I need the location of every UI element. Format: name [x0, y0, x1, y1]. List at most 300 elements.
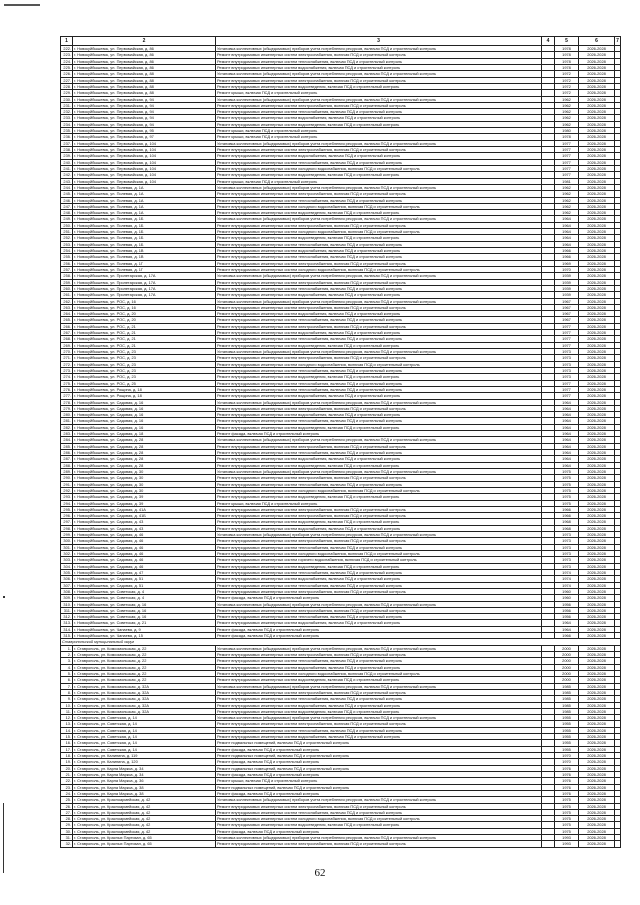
work-type-cell: Ремонт внутридомовых инженерных систем электроснабжения, включая ПСД и строительный контроль — [216, 803, 542, 809]
row-number: 223. — [61, 52, 73, 58]
row-number: 313. — [61, 620, 73, 626]
row-number: 244. — [61, 184, 73, 190]
planned-period-cell: 2026-2028 — [579, 418, 615, 424]
row-number: 273. — [61, 367, 73, 373]
address-cell: г. Ставрополь, ул. Комсомольская, д. 32А — [73, 696, 216, 702]
commission-year-cell: 1985 — [555, 683, 579, 689]
work-type-cell: Ремонт внутридомовых инженерных систем электроснабжения, включая ПСД и строительный контроль — [216, 652, 542, 658]
planned-period-cell: 2026-2028 — [579, 835, 615, 841]
address-cell: г. Ставрополь, ул. Комсомольская, д. 22 — [73, 658, 216, 664]
address-cell: г. Новокуйбышевск, ул. Полевая, д. 1А — [73, 203, 216, 209]
row-number: 14. — [61, 727, 73, 733]
planned-period-cell: 2026-2028 — [579, 588, 615, 594]
row-number: 297. — [61, 519, 73, 525]
work-type-cell: Ремонт фасада, включая ПСД и строительный контроль — [216, 759, 542, 765]
work-type-cell: Ремонт внутридомовых инженерных систем водоотведения, включая ПСД и строительный контроль — [216, 210, 542, 216]
row-number: 295. — [61, 506, 73, 512]
commission-year-cell: 1977 — [555, 393, 579, 399]
work-type-cell: Ремонт внутридомовых инженерных систем теплоснабжения, включая ПСД и строительный контроль — [216, 367, 542, 373]
planned-period-cell: 2026-2028 — [579, 248, 615, 254]
address-cell: г. Новокуйбышевск, ул. Садовая, д. 43 — [73, 525, 216, 531]
commission-year-cell: 1955 — [555, 721, 579, 727]
commission-year-cell: 1964 — [555, 412, 579, 418]
address-cell: г. Новокуйбышевск, ул. Полевая, д. 1Б — [73, 241, 216, 247]
address-cell: г. Новокуйбышевск, ул. РОС, д. 20 — [73, 311, 216, 317]
address-cell: г. Ставрополь, ул. Советская, д. 14 — [73, 721, 216, 727]
commission-year-cell: 1966 — [555, 633, 579, 639]
row-number: 310. — [61, 601, 73, 607]
planned-period-cell: 2026-2028 — [579, 759, 615, 765]
address-cell: г. Ставрополь, ул. Комсомольская, д. 22 — [73, 670, 216, 676]
planned-period-cell: 2026-2028 — [579, 595, 615, 601]
work-type-cell: Ремонт внутридомовых инженерных систем электроснабжения, включая ПСД и строительный контроль — [216, 506, 542, 512]
row-number: 303. — [61, 557, 73, 563]
empty-cell — [542, 841, 555, 847]
row-number: 226. — [61, 71, 73, 77]
address-cell: г. Новокуйбышевск, ул. Полевая, д. 1А — [73, 191, 216, 197]
planned-period-cell: 2026-2028 — [579, 102, 615, 108]
planned-period-cell: 2026-2028 — [579, 513, 615, 519]
address-cell: г. Ставрополь, ул. Комсомольская, д. 32А — [73, 689, 216, 695]
row-number: 298. — [61, 525, 73, 531]
row-number: 7. — [61, 683, 73, 689]
work-type-cell: Ремонт внутридомовых инженерных систем теплоснабжения, включая ПСД и строительный контроль — [216, 544, 542, 550]
row-number: 308. — [61, 588, 73, 594]
column-header: 3 — [216, 37, 542, 46]
commission-year-cell: 1964 — [555, 241, 579, 247]
planned-period-cell: 2026-2028 — [579, 140, 615, 146]
planned-period-cell: 2026-2028 — [579, 734, 615, 740]
address-cell: г. Новокуйбышевск, ул. Рощина, д. 18 — [73, 386, 216, 392]
row-number: 285. — [61, 443, 73, 449]
work-type-cell: Установка коллективных (общедомовых) приборов учета потребления ресурсов, включая ПСД и строительный контроль — [216, 273, 542, 279]
work-type-cell: Ремонт фасада, включая ПСД и строительный контроль — [216, 828, 542, 834]
work-type-cell: Ремонт внутридомовых инженерных систем электроснабжения, включая ПСД и строительный контроль — [216, 689, 542, 695]
row-number: 12. — [61, 715, 73, 721]
planned-period-cell: 2026-2028 — [579, 323, 615, 329]
row-number: 299. — [61, 532, 73, 538]
commission-year-cell: 2000 — [555, 645, 579, 651]
work-type-cell: Ремонт фасада, включая ПСД и строительный контроль — [216, 771, 542, 777]
commission-year-cell: 1975 — [555, 828, 579, 834]
commission-year-cell: 1964 — [555, 418, 579, 424]
work-type-cell: Ремонт внутридомовых инженерных систем водоотведения, включая ПСД и строительный контроль — [216, 83, 542, 89]
work-type-cell: Ремонт внутридомовых инженерных систем теплоснабжения, включая ПСД и строительный контроль — [216, 109, 542, 115]
planned-period-cell: 2026-2028 — [579, 525, 615, 531]
address-cell: г. Ставрополь, ул. Красноармейская, д. 42 — [73, 809, 216, 815]
planned-period-cell: 2026-2028 — [579, 746, 615, 752]
address-cell: г. Новокуйбышевск, ул. Полевая, д. 1Г — [73, 266, 216, 272]
row-number: 274. — [61, 374, 73, 380]
work-type-cell: Ремонт внутридомовых инженерных систем водоснабжения, включая ПСД и строительный контроль — [216, 702, 542, 708]
address-cell: г. Новокуйбышевск, ул. Первомайская, д. 104 — [73, 159, 216, 165]
commission-year-cell: 1962 — [555, 96, 579, 102]
commission-year-cell: 1975 — [555, 468, 579, 474]
commission-year-cell: 1964 — [555, 437, 579, 443]
row-number: 245. — [61, 191, 73, 197]
address-cell: г. Ставрополь, ул. Красноармейская, д. 42 — [73, 803, 216, 809]
work-type-cell: Ремонт крыши, включая ПСД и строительный контроль — [216, 500, 542, 506]
work-type-cell: Установка коллективных (общедомовых) приборов учета потребления ресурсов, включая ПСД и строительный контроль — [216, 532, 542, 538]
address-cell: г. Новокуйбышевск, ул. Садовая, д. 39 — [73, 494, 216, 500]
address-cell: г. Ставрополь, ул. Красноармейская, д. 42 — [73, 822, 216, 828]
address-cell: г. Новокуйбышевск, ул. РОС, д. 23 — [73, 361, 216, 367]
work-type-cell: Ремонт внутридомовых инженерных систем водоотведения, включая ПСД и строительный контроль — [216, 342, 542, 348]
address-cell: г. Новокуйбышевск, ул. Садовая, д. 28 — [73, 443, 216, 449]
planned-period-cell: 2026-2028 — [579, 551, 615, 557]
address-cell: г. Новокуйбышевск, ул. Советская, д. 21 — [73, 620, 216, 626]
work-type-cell: Ремонт внутридомовых инженерных систем электроснабжения, включая ПСД и строительный контроль — [216, 538, 542, 544]
address-cell: г. Новокуйбышевск, ул. Полевая, д. 1А — [73, 210, 216, 216]
row-number: 238. — [61, 147, 73, 153]
work-type-cell: Ремонт внутридомовых инженерных систем водоотведения, включая ПСД и строительный контроль — [216, 677, 542, 683]
commission-year-cell: 1939 — [555, 279, 579, 285]
address-cell: г. Новокуйбышевск, ул. Садовая, д. 16 — [73, 424, 216, 430]
commission-year-cell: 1985 — [555, 696, 579, 702]
commission-year-cell: 1967 — [555, 317, 579, 323]
row-number: 15. — [61, 734, 73, 740]
planned-period-cell: 2026-2028 — [579, 506, 615, 512]
row-number: 287. — [61, 456, 73, 462]
work-type-cell: Ремонт внутридомовых инженерных систем водоснабжения, включая ПСД и строительный контроль — [216, 576, 542, 582]
work-type-cell: Ремонт внутридомовых инженерных систем теплоснабжения, включая ПСД и строительный контроль — [216, 380, 542, 386]
planned-period-cell: 2026-2028 — [579, 273, 615, 279]
work-type-cell: Ремонт внутридомовых инженерных систем электроснабжения, включая ПСД и строительный контроль — [216, 304, 542, 310]
row-number: 275. — [61, 380, 73, 386]
work-type-cell: Ремонт внутридомовых инженерных систем теплоснабжения, включая ПСД и строительный контроль — [216, 450, 542, 456]
address-cell: г. Новокуйбышевск, ул. РОС, д. 16 — [73, 298, 216, 304]
work-type-cell: Ремонт внутридомовых инженерных систем водоотведения, включая ПСД и строительный контроль — [216, 494, 542, 500]
work-type-cell: Ремонт фасада, включая ПСД и строительный контроль — [216, 633, 542, 639]
commission-year-cell: 1977 — [555, 342, 579, 348]
commission-year-cell: 1964 — [555, 235, 579, 241]
planned-period-cell: 2026-2028 — [579, 544, 615, 550]
commission-year-cell: 1964 — [555, 229, 579, 235]
row-number: 240. — [61, 159, 73, 165]
commission-year-cell: 1972 — [555, 71, 579, 77]
address-cell: г. Новокуйбышевск, ул. Садовая, д. 46 — [73, 532, 216, 538]
row-number: 253. — [61, 241, 73, 247]
work-type-cell: Ремонт внутридомовых инженерных систем водоснабжения, включая ПСД и строительный контроль — [216, 412, 542, 418]
planned-period-cell: 2026-2028 — [579, 689, 615, 695]
commission-year-cell: 1985 — [555, 689, 579, 695]
work-type-cell: Ремонт внутридомовых инженерных систем электроснабжения, включая ПСД и строительный контроль — [216, 355, 542, 361]
row-number: 277. — [61, 393, 73, 399]
address-cell: г. Новокуйбышевск, ул. Первомайская, д. 97 — [73, 134, 216, 140]
address-cell: г. Новокуйбышевск, ул. Садовая, д. 47 — [73, 569, 216, 575]
work-type-cell: Установка коллективных (общедомовых) приборов учета потребления ресурсов, включая ПСД и строительный контроль — [216, 298, 542, 304]
planned-period-cell: 2026-2028 — [579, 304, 615, 310]
address-cell: г. Новокуйбышевск, ул. Садовая, д. 30 — [73, 468, 216, 474]
work-type-cell: Ремонт внутридомовых инженерных систем холодного водоснабжения, включая ПСД и строительный контроль — [216, 229, 542, 235]
row-number: 224. — [61, 58, 73, 64]
work-type-cell: Ремонт внутридомовых инженерных систем водоотведения, включая ПСД и строительный контроль — [216, 708, 542, 714]
row-number: 225. — [61, 64, 73, 70]
address-cell: г. Новокуйбышевск, ул. РОС, д. 21 — [73, 330, 216, 336]
planned-period-cell: 2026-2028 — [579, 494, 615, 500]
row-number: 28. — [61, 816, 73, 822]
row-number: 246. — [61, 197, 73, 203]
address-cell: г. Новокуйбышевск, ул. Садовая, д. 30 — [73, 487, 216, 493]
work-type-cell: Ремонт внутридомовых инженерных систем электроснабжения, включая ПСД и строительный контроль — [216, 513, 542, 519]
commission-year-cell: 1980 — [555, 128, 579, 134]
work-type-cell: Ремонт внутридомовых инженерных систем электроснабжения, включая ПСД и строительный контроль — [216, 588, 542, 594]
commission-year-cell: 1975 — [555, 797, 579, 803]
planned-period-cell: 2026-2028 — [579, 210, 615, 216]
address-cell: г. Новокуйбышевск, ул. Первомайская, д. 94 — [73, 102, 216, 108]
commission-year-cell: 1970 — [555, 753, 579, 759]
address-cell: г. Новокуйбышевск, ул. Садовая, д. 51 — [73, 576, 216, 582]
address-cell: г. Новокуйбышевск, ул. Первомайская, д. 94 — [73, 96, 216, 102]
address-cell: г. Ставрополь, ул. Красных Партизан, д. 65 — [73, 841, 216, 847]
work-type-cell: Ремонт внутридомовых инженерных систем водоотведения, включая ПСД и строительный контроль — [216, 822, 542, 828]
commission-year-cell: 2000 — [555, 677, 579, 683]
work-type-cell: Ремонт внутридомовых инженерных систем водоснабжения, включая ПСД и строительный контроль — [216, 664, 542, 670]
planned-period-cell: 2026-2028 — [579, 115, 615, 121]
commission-year-cell: 1977 — [555, 165, 579, 171]
address-cell: г. Ставрополь, ул. Карла Маркса, д. 38 — [73, 784, 216, 790]
row-number: 258. — [61, 273, 73, 279]
work-type-cell: Ремонт внутридомовых инженерных систем водоснабжения, включая ПСД и строительный контроль — [216, 248, 542, 254]
commission-year-cell: 1956 — [555, 601, 579, 607]
address-cell: г. Ставрополь, ул. Советская, д. 14 — [73, 740, 216, 746]
planned-period-cell: 2026-2028 — [579, 797, 615, 803]
work-type-cell: Ремонт внутридомовых инженерных систем электроснабжения, включая ПСД и строительный контроль — [216, 102, 542, 108]
scan-edge-mark — [4, 4, 40, 6]
row-number: 271. — [61, 355, 73, 361]
commission-year-cell: 2000 — [555, 652, 579, 658]
row-number: 20. — [61, 765, 73, 771]
commission-year-cell: 1978 — [555, 46, 579, 52]
row-number: 227. — [61, 77, 73, 83]
address-cell: г. Новокуйбышевск, ул. Первомайская, д. 86 — [73, 58, 216, 64]
row-number: 228. — [61, 83, 73, 89]
address-cell: г. Новокуйбышевск, ул. РОС, д. 23 — [73, 349, 216, 355]
commission-year-cell: 1964 — [555, 431, 579, 437]
planned-period-cell: 2026-2028 — [579, 778, 615, 784]
commission-year-cell: 1977 — [555, 330, 579, 336]
address-cell: г. Новокуйбышевск, ул. Советская, д. 16 — [73, 614, 216, 620]
commission-year-cell: 1977 — [555, 159, 579, 165]
work-type-cell: Ремонт внутридомовых инженерных систем электроснабжения, включая ПСД и строительный контроль — [216, 147, 542, 153]
address-cell: г. Новокуйбышевск, ул. Полевая, д. 1Г — [73, 260, 216, 266]
row-number: 286. — [61, 450, 73, 456]
address-cell: г. Новокуйбышевск, ул. РОС, д. 25 — [73, 380, 216, 386]
address-cell: г. Новокуйбышевск, ул. Пролетарская, д. 17А — [73, 292, 216, 298]
planned-period-cell: 2026-2028 — [579, 393, 615, 399]
work-type-cell: Установка коллективных (общедомовых) приборов учета потребления ресурсов, включая ПСД и строительный контроль — [216, 715, 542, 721]
commission-year-cell: 1973 — [555, 551, 579, 557]
work-type-cell: Ремонт внутридомовых инженерных систем теплоснабжения, включая ПСД и строительный контроль — [216, 569, 542, 575]
commission-year-cell: 1978 — [555, 58, 579, 64]
row-number: 278. — [61, 399, 73, 405]
planned-period-cell: 2026-2028 — [579, 412, 615, 418]
planned-period-cell: 2026-2028 — [579, 90, 615, 96]
address-cell: г. Новокуйбышевск, ул. Полевая, д. 1А — [73, 184, 216, 190]
commission-year-cell: 1975 — [555, 487, 579, 493]
work-type-cell: Установка коллективных (общедомовых) приборов учета потребления ресурсов, включая ПСД и строительный контроль — [216, 216, 542, 222]
row-number: 11. — [61, 708, 73, 714]
commission-year-cell: 1962 — [555, 121, 579, 127]
work-type-cell: Установка коллективных (общедомовых) приборов учета потребления ресурсов, включая ПСД и строительный контроль — [216, 71, 542, 77]
work-type-cell: Ремонт внутридомовых инженерных систем теплоснабжения, включая ПСД и строительный контроль — [216, 241, 542, 247]
work-type-cell: Ремонт внутридомовых инженерных систем теплоснабжения, включая ПСД и строительный контроль — [216, 197, 542, 203]
work-type-cell: Ремонт внутридомовых инженерных систем электроснабжения, включая ПСД и строительный контроль — [216, 475, 542, 481]
planned-period-cell: 2026-2028 — [579, 437, 615, 443]
address-cell: г. Новокуйбышевск, ул. Полевая, д. 1В — [73, 248, 216, 254]
address-cell: г. Новокуйбышевск, ул. Садовая, д. 39 — [73, 500, 216, 506]
row-number: 18. — [61, 753, 73, 759]
planned-period-cell: 2026-2028 — [579, 456, 615, 462]
planned-period-cell: 2026-2028 — [579, 178, 615, 184]
row-number: 26. — [61, 803, 73, 809]
work-type-cell: Ремонт внутридомовых инженерных систем теплоснабжения, включая ПСД и строительный контроль — [216, 317, 542, 323]
commission-year-cell: 1975 — [555, 481, 579, 487]
address-cell: г. Новокуйбышевск, ул. РОС, д. 23 — [73, 374, 216, 380]
address-cell: г. Ставрополь, ул. Комсомольская, д. 22 — [73, 677, 216, 683]
address-cell: г. Новокуйбышевск, ул. Садовая, д. 51 — [73, 582, 216, 588]
work-type-cell: Ремонт внутридомовых инженерных систем холодного водоснабжения, включая ПСД и строительный контроль — [216, 670, 542, 676]
commission-year-cell: 1939 — [555, 273, 579, 279]
planned-period-cell: 2026-2028 — [579, 803, 615, 809]
row-number: 29. — [61, 822, 73, 828]
address-cell: г. Новокуйбышевск, ул. Первомайская, д. 86 — [73, 46, 216, 52]
planned-period-cell: 2026-2028 — [579, 784, 615, 790]
row-number: 251. — [61, 229, 73, 235]
address-cell: г. Новокуйбышевск, ул. Первомайская, д. 86 — [73, 64, 216, 70]
planned-period-cell: 2026-2028 — [579, 235, 615, 241]
commission-year-cell: 1962 — [555, 109, 579, 115]
work-type-cell: Ремонт внутридомовых инженерных систем холодного водоснабжения, включая ПСД и строительный контроль — [216, 551, 542, 557]
commission-year-cell: 1964 — [555, 456, 579, 462]
address-cell: г. Новокуйбышевск, ул. Садовая, д. 28 — [73, 450, 216, 456]
work-type-cell: Ремонт внутридомовых инженерных систем электроснабжения, включая ПСД и строительный контроль — [216, 52, 542, 58]
planned-period-cell: 2026-2028 — [579, 52, 615, 58]
row-number: 264. — [61, 311, 73, 317]
planned-period-cell: 2026-2028 — [579, 172, 615, 178]
row-number: 250. — [61, 222, 73, 228]
commission-year-cell: 1985 — [555, 708, 579, 714]
address-cell: г. Новокуйбышевск, ул. РОС, д. 16 — [73, 304, 216, 310]
planned-period-cell: 2026-2028 — [579, 822, 615, 828]
planned-period-cell: 2026-2028 — [579, 292, 615, 298]
work-type-cell: Ремонт внутридомовых инженерных систем теплоснабжения, включая ПСД и строительный контроль — [216, 658, 542, 664]
planned-period-cell: 2026-2028 — [579, 58, 615, 64]
address-cell: г. Новокуйбышевск, ул. Пролетарская, д. 17А — [73, 273, 216, 279]
work-type-cell: Ремонт внутридомовых инженерных систем водоотведения, включая ПСД и строительный контроль — [216, 121, 542, 127]
row-number: 266. — [61, 323, 73, 329]
address-cell: г. Ставрополь, ул. Комсомольская, д. 32А — [73, 708, 216, 714]
planned-period-cell: 2026-2028 — [579, 386, 615, 392]
row-number: 302. — [61, 551, 73, 557]
address-cell: г. Новокуйбышевск, ул. Первомайская, д. 104 — [73, 140, 216, 146]
address-cell: г. Новокуйбышевск, ул. Полевая, д. 1Б — [73, 229, 216, 235]
commission-year-cell: 1968 — [555, 525, 579, 531]
address-cell: г. Ставрополь, ул. Комсомольская, д. 22 — [73, 645, 216, 651]
planned-period-cell: 2026-2028 — [579, 222, 615, 228]
row-number: 239. — [61, 153, 73, 159]
work-type-cell: Ремонт внутридомовых инженерных систем электроснабжения, включая ПСД и строительный контроль — [216, 260, 542, 266]
row-number: 296. — [61, 513, 73, 519]
row-number: 230. — [61, 96, 73, 102]
row-number: 233. — [61, 115, 73, 121]
work-type-cell: Ремонт внутридомовых инженерных систем водоотведения, включая ПСД и строительный контроль — [216, 563, 542, 569]
work-type-cell: Ремонт внутридомовых инженерных систем теплоснабжения, включая ПСД и строительный контроль — [216, 481, 542, 487]
planned-period-cell: 2026-2028 — [579, 405, 615, 411]
work-type-cell: Ремонт внутридомовых инженерных систем холодного водоснабжения, включая ПСД и строительный контроль — [216, 487, 542, 493]
work-type-cell: Ремонт крыши, включая ПСД и строительный контроль — [216, 178, 542, 184]
planned-period-cell: 2026-2028 — [579, 450, 615, 456]
commission-year-cell: 1956 — [555, 607, 579, 613]
row-number: 3. — [61, 658, 73, 664]
planned-period-cell: 2026-2028 — [579, 71, 615, 77]
commission-year-cell: 1973 — [555, 544, 579, 550]
commission-year-cell: 1969 — [555, 260, 579, 266]
row-number: 247. — [61, 203, 73, 209]
planned-period-cell: 2026-2028 — [579, 424, 615, 430]
commission-year-cell: 1977 — [555, 140, 579, 146]
commission-year-cell: 1970 — [555, 266, 579, 272]
row-number: 279. — [61, 405, 73, 411]
planned-period-cell: 2026-2028 — [579, 342, 615, 348]
row-number: 265. — [61, 317, 73, 323]
work-type-cell: Установка коллективных (общедомовых) приборов учета потребления ресурсов, включая ПСД и строительный контроль — [216, 468, 542, 474]
work-type-cell: Ремонт внутридомовых инженерных систем водоснабжения, включая ПСД и строительный контроль — [216, 525, 542, 531]
address-cell: г. Новокуйбышевск, ул. Пролетарская, д. 17А — [73, 279, 216, 285]
row-number: 232. — [61, 109, 73, 115]
commission-year-cell: 1975 — [555, 500, 579, 506]
address-cell: г. Новокуйбышевск, ул. Полевая, д. 1Б — [73, 216, 216, 222]
planned-period-cell: 2026-2028 — [579, 121, 615, 127]
planned-period-cell: 2026-2028 — [579, 557, 615, 563]
work-type-cell: Ремонт внутридомовых инженерных систем электроснабжения, включая ПСД и строительный контроль — [216, 607, 542, 613]
work-type-cell: Установка коллективных (общедомовых) приборов учета потребления ресурсов, включая ПСД и строительный контроль — [216, 96, 542, 102]
work-type-cell: Ремонт внутридомовых инженерных систем электроснабжения, включая ПСД и строительный контроль — [216, 191, 542, 197]
planned-period-cell: 2026-2028 — [579, 753, 615, 759]
address-cell: г. Ставрополь, ул. Красных Партизан, д. 65 — [73, 835, 216, 841]
commission-year-cell: 1976 — [555, 771, 579, 777]
address-cell: г. Ставрополь, ул. Комсомольская, д. 22 — [73, 664, 216, 670]
work-type-cell: Ремонт внутридомовых инженерных систем теплоснабжения, включая ПСД и строительный контроль — [216, 727, 542, 733]
planned-period-cell: 2026-2028 — [579, 197, 615, 203]
work-type-cell: Ремонт внутридомовых инженерных систем водоотведения, включая ПСД и строительный контроль — [216, 424, 542, 430]
margin-binding-mark — [3, 803, 4, 873]
work-type-cell: Ремонт подвальных помещений, включая ПСД и строительный контроль — [216, 765, 542, 771]
planned-period-cell: 2026-2028 — [579, 664, 615, 670]
commission-year-cell: 1975 — [555, 475, 579, 481]
address-cell: г. Новокуйбышевск, ул. Первомайская, д. 104 — [73, 153, 216, 159]
commission-year-cell: 1964 — [555, 216, 579, 222]
row-number: 13. — [61, 721, 73, 727]
address-cell: г. Ставрополь, ул. Калинина, д. 119 — [73, 753, 216, 759]
column-header: 4 — [542, 37, 555, 46]
address-cell: г. Новокуйбышевск, ул. Садовая, д. 46 — [73, 557, 216, 563]
work-type-cell: Ремонт внутридомовых инженерных систем электроснабжения, включая ПСД и строительный контроль — [216, 323, 542, 329]
row-number: 305. — [61, 569, 73, 575]
planned-period-cell: 2026-2028 — [579, 715, 615, 721]
planned-period-cell: 2026-2028 — [579, 481, 615, 487]
address-cell: г. Новокуйбышевск, ул. Первомайская, д. 104 — [73, 165, 216, 171]
address-cell: г. Новокуйбышевск, ул. Первомайская, д. 104 — [73, 178, 216, 184]
commission-year-cell: 1962 — [555, 197, 579, 203]
commission-year-cell: 1962 — [555, 115, 579, 121]
row-number: 270. — [61, 349, 73, 355]
planned-period-cell: 2026-2028 — [579, 147, 615, 153]
address-cell: г. Ставрополь, ул. Карла Маркса, д. 34 — [73, 765, 216, 771]
commission-year-cell: 1977 — [555, 336, 579, 342]
commission-year-cell: 1966 — [555, 248, 579, 254]
commission-year-cell: 1964 — [555, 424, 579, 430]
